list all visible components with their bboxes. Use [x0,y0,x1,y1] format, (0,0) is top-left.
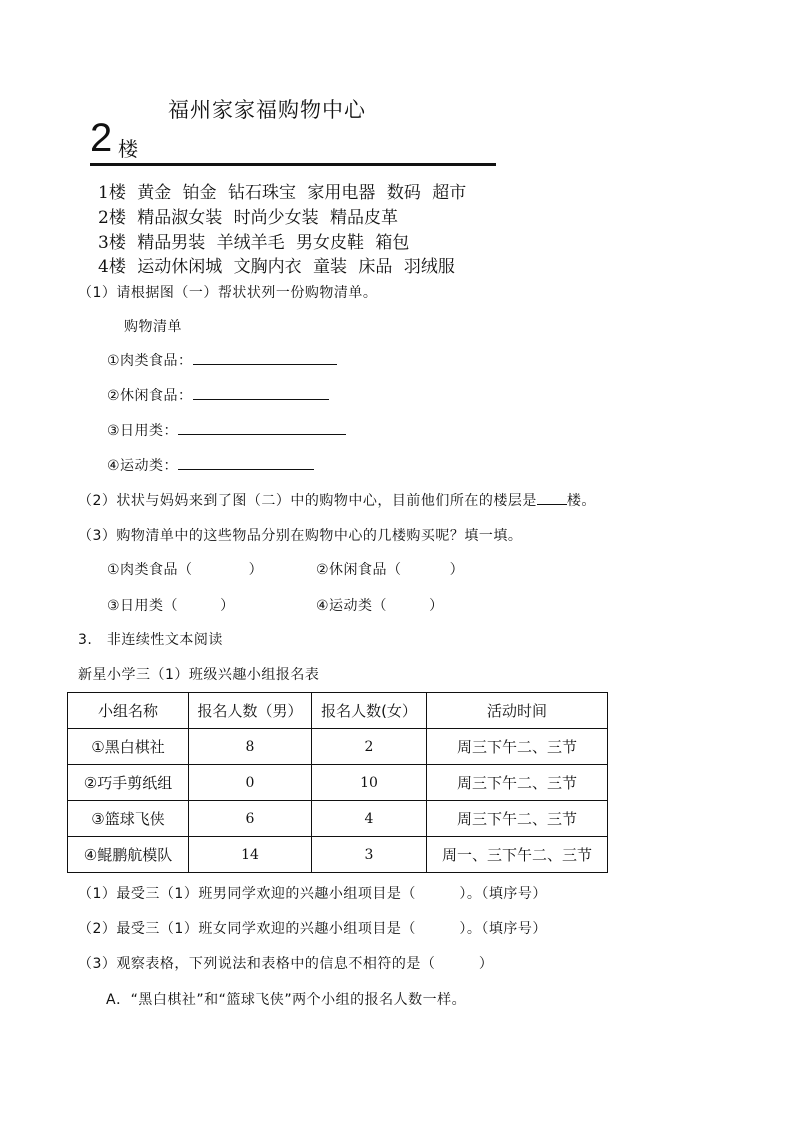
time-cell: 周三下午二、三节 [427,729,608,765]
girls-count-cell: 3 [312,837,427,873]
option-a[interactable]: A．“黑白棋社”和“篮球飞侠”两个小组的报名人数一样。 [106,992,467,1008]
fill-meat [107,559,263,579]
floor-number: 2 [90,116,113,160]
time-cell: 周三下午二、三节 [427,801,608,837]
table-row [68,837,608,873]
list-item-label: ①肉类食品： [107,353,193,369]
table-row [68,765,608,801]
time-cell: 周三下午二、三节 [427,765,608,801]
table-row [68,801,608,837]
signup-table [67,692,608,873]
question-1: （1）请根据图（一）帮状状列一份购物清单。 [78,285,378,301]
table-row [68,729,608,765]
floor-line-3: 3楼 精品男装 羊绒羊毛 男女皮鞋 箱包 [98,233,410,253]
fill-label: ④运动类（ [316,598,388,614]
list-item-sports [107,455,314,475]
question-2-suffix: 楼。 [566,493,596,509]
girls-count-cell: 2 [312,729,427,765]
list-item-daily [107,420,346,440]
table-header-row [68,693,608,729]
group-name-cell: ④鲲鹏航模队 [68,837,189,873]
group-name-cell: ②巧手剪纸组 [68,765,189,801]
header-cell: 活动时间 [427,693,608,729]
answer-blank[interactable] [193,385,329,400]
answer-blank[interactable] [193,350,337,365]
list-item-snacks [107,385,329,405]
table-title: 新星小学三（1）班级兴趣小组报名表 [78,667,320,683]
girls-count-cell: 10 [312,765,427,801]
boys-count-cell: 6 [189,801,312,837]
fill-label: ①肉类食品（ [107,562,193,578]
question-3: （3）购物清单中的这些物品分别在购物中心的几楼购买呢？填一填。 [78,528,523,544]
header-cell: 小组名称 [68,693,189,729]
section-3-heading: 3. 非连续性文本阅读 [78,632,223,648]
time-cell: 周一、三下午二、三节 [427,837,608,873]
boys-count-cell: 8 [189,729,312,765]
girls-count-cell: 4 [312,801,427,837]
header-cell: 报名人数（男） [189,693,312,729]
boys-count-cell: 14 [189,837,312,873]
fill-snacks [316,559,464,579]
fill-close: ） [248,562,264,578]
list-item-meat [107,350,337,370]
fill-close: ） [429,598,444,614]
answer-blank[interactable] [178,420,346,435]
table-question-3: （3）观察表格，下列说法和表格中的信息不相符的是（ ） [78,956,494,972]
floor-answer-blank[interactable] [537,490,567,505]
fill-close: ） [220,598,235,614]
fill-sports [316,595,444,615]
table-question-1: （1）最受三（1）班男同学欢迎的兴趣小组项目是（ ）。（填序号） [78,886,547,902]
question-2 [78,490,596,510]
store-title: 福州家家福购物中心 [168,98,366,122]
list-item-label: ③日用类： [107,423,179,439]
fill-label: ②休闲食品（ [316,562,402,578]
group-name-cell: ③篮球飞侠 [68,801,189,837]
group-name-cell: ①黑白棋社 [68,729,189,765]
floor-word: 楼 [118,137,138,161]
table-question-2: （2）最受三（1）班女同学欢迎的兴趣小组项目是（ ）。（填序号） [78,921,547,937]
floor-line-2: 2楼 精品淑女装 时尚少女装 精品皮革 [98,208,399,228]
header-divider [90,163,496,166]
floor-line-4: 4楼 运动休闲城 文胸内衣 童装 床品 羽绒服 [98,257,455,277]
shopping-list-title: 购物清单 [124,319,182,335]
answer-blank[interactable] [178,455,314,470]
question-2-text: （2）状状与妈妈来到了图（二）中的购物中心，目前他们所在的楼层是 [78,493,537,509]
list-item-label: ④运动类： [107,458,179,474]
boys-count-cell: 0 [189,765,312,801]
fill-daily [107,595,235,615]
fill-label: ③日用类（ [107,598,179,614]
fill-close: ） [449,562,465,578]
header-cell: 报名人数(女） [312,693,427,729]
list-item-label: ②休闲食品： [107,388,193,404]
floor-line-1: 1楼 黄金 铂金 钻石珠宝 家用电器 数码 超市 [98,183,467,203]
